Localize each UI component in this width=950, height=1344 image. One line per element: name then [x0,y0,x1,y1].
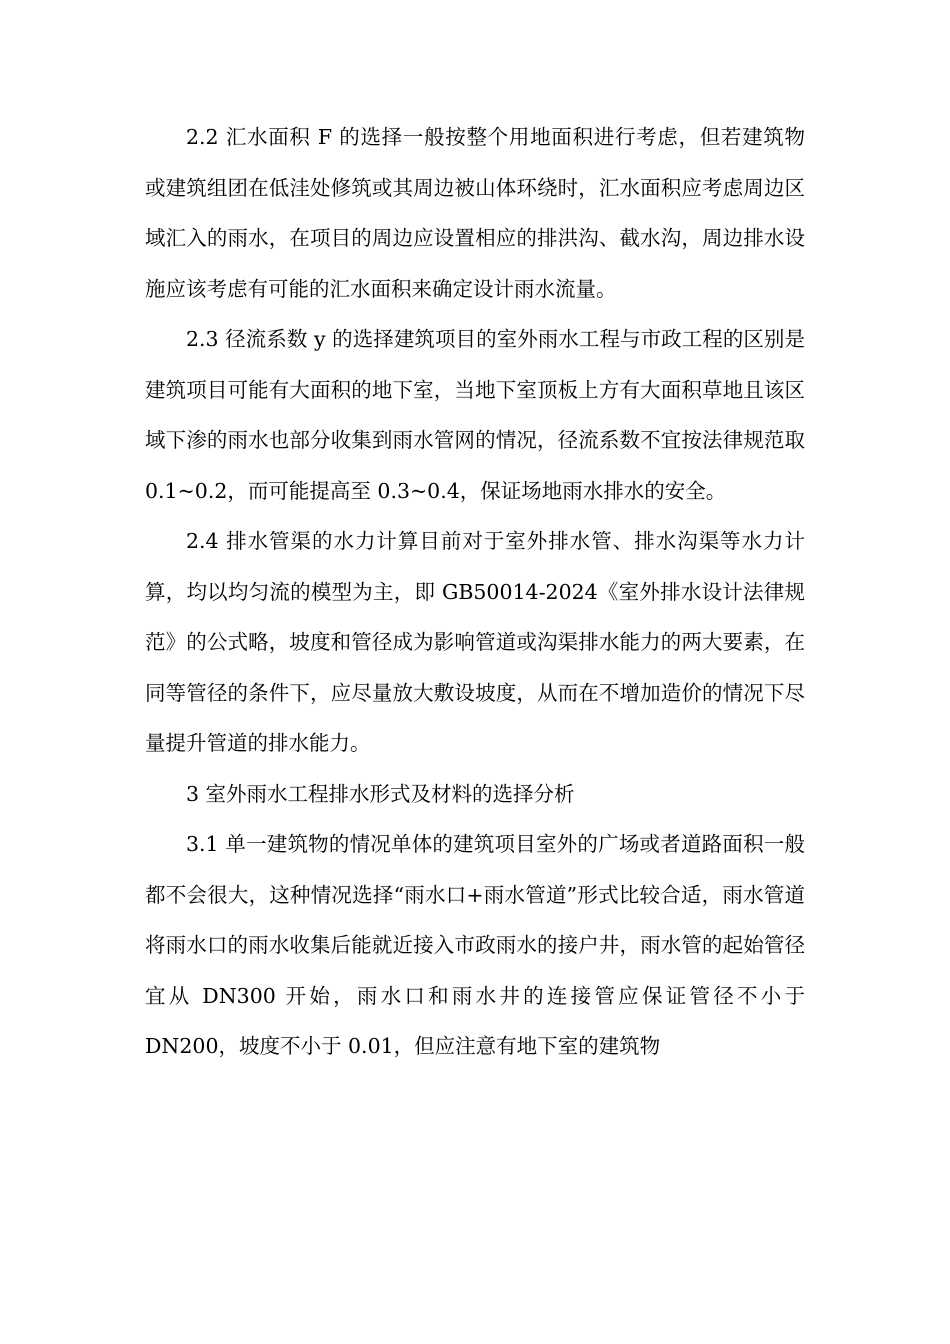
section-heading-3: 3 室外雨水工程排水形式及材料的选择分析 [186,781,575,806]
paragraph-2-3: 2.3 径流系数 y 的选择建筑项目的室外雨水工程与市政工程的区别是建筑项目可能有大面积的地下室，当地下室顶板上方有大面积草地且该区域下渗的雨水也部分收集到雨水管网的情况，径流系数不宜按法律规范取 0.1~0.2，而可能提高至 0.3~0.4，保证场地雨水排水的安全。 [145,327,805,503]
paragraph-3-1: 3.1 单一建筑物的情况单体的建筑项目室外的广场或者道路面积一般都不会很大，这种情况选择“雨水口+雨水管道”形式比较合适，雨水管道将雨水口的雨水收集后能就近接入市政雨水的接户井，雨水管的起始管径宜从 DN300 开始，雨水口和雨水井的连接管应保证管径不小于 DN200，坡度不小于 0.01，但应注意有地下室的建筑物 [145,832,805,1058]
document-body [145,112,805,1072]
paragraph-2-4: 2.4 排水管渠的水力计算目前对于室外排水管、排水沟渠等水力计算，均以均匀流的模型为主，即 GB50014-2024《室外排水设计法律规范》的公式略，坡度和管径成为影响管道或沟渠排水能力的两大要素，在同等管径的条件下，应尽量放大敷设坡度，从而在不增加造价的情况下尽量提升管道的排水能力。 [145,529,805,755]
paragraph-2-2: 2.2 汇水面积 F 的选择一般按整个用地面积进行考虑，但若建筑物或建筑组团在低洼处修筑或其周边被山体环绕时，汇水面积应考虑周边区域汇入的雨水，在项目的周边应设置相应的排洪沟、截水沟，周边排水设施应该考虑有可能的汇水面积来确定设计雨水流量。 [145,125,805,301]
